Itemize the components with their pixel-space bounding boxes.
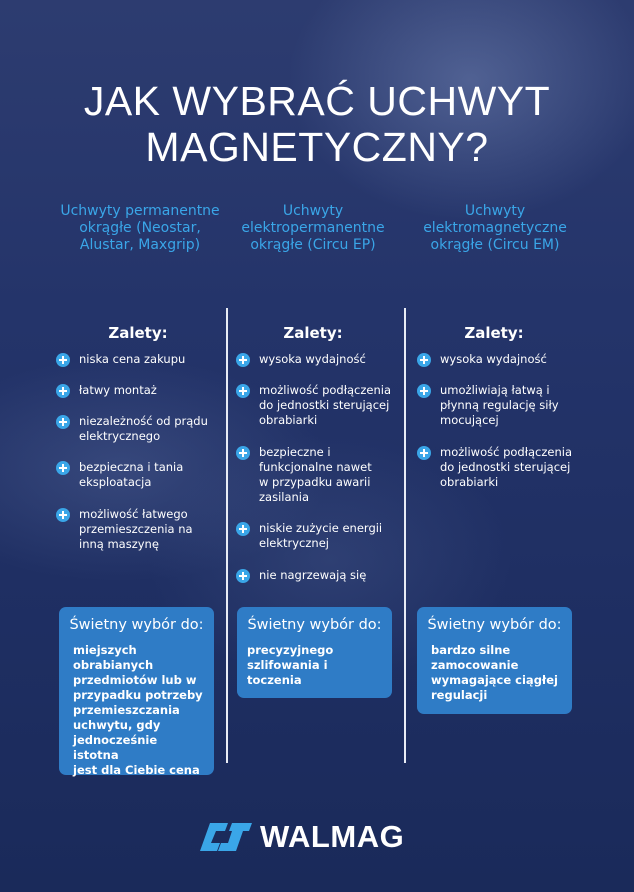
advantage-text: do jednostki sterującej — [259, 398, 390, 412]
plus-circle-icon — [236, 569, 250, 583]
advantage-text: przemieszczenia na — [79, 522, 193, 536]
plus-circle-icon — [236, 353, 250, 367]
advantage-text: elektrycznej — [259, 536, 329, 550]
best-for-text — [59, 633, 214, 778]
advantage-text: obrabiarki — [259, 413, 318, 427]
title-line-1: JAK WYBRAĆ UCHWYT — [83, 78, 551, 124]
plus-circle-icon — [236, 522, 250, 536]
best-for-label: Świetny wybór do: — [247, 617, 382, 633]
column-2-heading — [223, 203, 403, 254]
best-for-line: szlifowania i toczenia — [247, 658, 328, 687]
best-for-line: jednocześnie istotna — [73, 733, 158, 762]
advantage-text: wysoka wydajność — [259, 352, 366, 366]
best-for-text — [417, 633, 572, 703]
column-3-heading — [405, 203, 585, 254]
best-for-text — [237, 633, 392, 688]
advantage-text: do jednostki sterującej — [440, 460, 571, 474]
best-for-box — [417, 607, 572, 714]
best-for-line: obrabianych — [73, 658, 154, 672]
best-for-line: przemieszczania — [73, 703, 180, 717]
advantage-text: w przypadku awarii — [259, 475, 371, 489]
best-for-box — [59, 607, 214, 775]
best-for-line: przypadku potrzeby — [73, 688, 203, 702]
best-for-label: Świetny wybór do: — [69, 617, 204, 633]
advantage-item — [56, 383, 226, 398]
advantage-text: możliwość podłączenia — [259, 383, 391, 397]
advantage-text: mocującej — [440, 413, 499, 427]
advantage-text: wysoka wydajność — [440, 352, 547, 366]
advantage-text: inną maszynę — [79, 537, 159, 551]
best-for-line: wymagające ciągłej — [431, 673, 558, 687]
walmag-wordmark: WALMAG — [260, 819, 405, 854]
plus-circle-icon — [56, 461, 70, 475]
walmag-logo-icon — [198, 821, 254, 853]
plus-circle-icon — [417, 384, 431, 398]
advantage-text: nie nagrzewają się — [259, 568, 367, 582]
best-for-line: uchwytu, gdy — [73, 718, 161, 732]
advantage-item — [417, 445, 587, 490]
best-for-line: bardzo silne — [431, 643, 511, 657]
plus-circle-icon — [417, 446, 431, 460]
advantage-text: umożliwiają łatwą i — [440, 383, 550, 397]
title-line-2: MAGNETYCZNY? — [145, 124, 489, 170]
heading-line: Alustar, Maxgrip) — [79, 237, 201, 253]
heading-line: Uchwyty — [282, 203, 344, 219]
advantage-text: zasilania — [259, 490, 310, 504]
advantage-text: bezpieczna i tania — [79, 460, 184, 474]
best-for-line: miejszych — [73, 643, 137, 657]
advantage-item — [417, 352, 587, 367]
advantage-item — [236, 521, 406, 551]
heading-line: Uchwyty — [464, 203, 526, 219]
plus-circle-icon — [236, 446, 250, 460]
best-for-line: zamocowanie — [431, 658, 519, 672]
advantages-label: Zalety: — [464, 324, 524, 342]
advantage-text: niska cena zakupu — [79, 352, 186, 366]
plus-circle-icon — [56, 415, 70, 429]
advantage-item — [236, 445, 406, 505]
plus-circle-icon — [56, 384, 70, 398]
advantage-text: niezależność od prądu — [79, 414, 208, 428]
heading-line: Uchwyty permanentne — [60, 203, 220, 219]
best-for-line: regulacji — [431, 688, 488, 702]
plus-circle-icon — [56, 508, 70, 522]
advantage-item — [56, 414, 226, 444]
advantage-text: bezpieczne i — [259, 445, 331, 459]
heading-line: okrągłe (Neostar, — [79, 220, 201, 236]
heading-line: okrągłe (Circu EP) — [250, 237, 376, 253]
advantage-item — [236, 568, 406, 583]
advantage-text: elektrycznego — [79, 429, 161, 443]
best-for-line: jest dla Ciebie cena — [73, 763, 200, 777]
heading-line: elektromagnetyczne — [423, 220, 567, 236]
column-1-heading — [50, 203, 230, 254]
advantage-text: możliwość podłączenia — [440, 445, 572, 459]
advantage-text: możliwość łatwego — [79, 507, 188, 521]
advantage-text: obrabiarki — [440, 475, 499, 489]
advantage-text: eksploatacja — [79, 475, 152, 489]
advantages-label: Zalety: — [283, 324, 343, 342]
advantage-item — [236, 352, 406, 367]
advantage-item — [56, 507, 226, 552]
advantage-text: niskie zużycie energii — [259, 521, 383, 535]
best-for-line: przedmiotów lub w — [73, 673, 197, 687]
walmag-logo — [198, 820, 408, 854]
advantage-item — [56, 460, 226, 490]
advantage-text: łatwy montaż — [79, 383, 157, 397]
advantages-label: Zalety: — [108, 324, 168, 342]
plus-circle-icon — [236, 384, 250, 398]
plus-circle-icon — [56, 353, 70, 367]
column-divider — [226, 308, 228, 763]
best-for-label: Świetny wybór do: — [427, 617, 562, 633]
best-for-box — [237, 607, 392, 698]
advantage-item — [236, 383, 406, 428]
heading-line: elektropermanentne — [241, 220, 385, 236]
plus-circle-icon — [417, 353, 431, 367]
advantage-item — [417, 383, 587, 428]
advantage-text: funkcjonalne nawet — [259, 460, 372, 474]
page-title — [0, 78, 634, 170]
advantage-text: płynną regulację siły — [440, 398, 559, 412]
advantage-item — [56, 352, 226, 367]
heading-line: okrągłe (Circu EM) — [430, 237, 560, 253]
best-for-line: precyzyjnego — [247, 643, 334, 657]
